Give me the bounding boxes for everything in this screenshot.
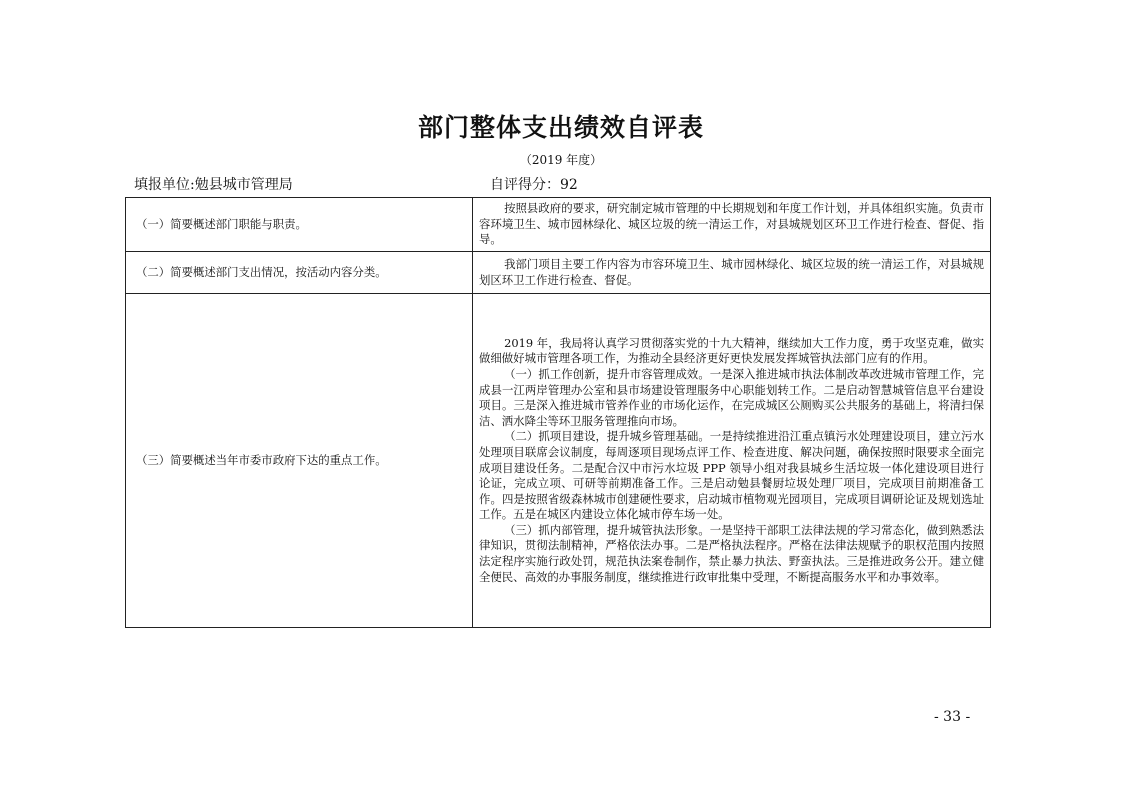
fiscal-year: （2019 年度）	[519, 153, 603, 167]
row-label: （一）简要概述部门职能与职责。	[126, 198, 473, 252]
table-row	[126, 252, 991, 294]
reporting-unit: 填报单位:勉县城市管理局	[134, 177, 293, 193]
evaluation-table	[125, 197, 991, 628]
page-number: - 33 -	[934, 709, 971, 725]
self-score: 自评得分：92	[490, 177, 578, 193]
table-row	[126, 198, 991, 252]
row-content	[473, 252, 991, 294]
table-row	[126, 294, 991, 628]
row-label: （三）简要概述当年市委市政府下达的重点工作。	[126, 294, 473, 628]
row-label: （二）简要概述部门支出情况，按活动内容分类。	[126, 252, 473, 294]
page-title: 部门整体支出绩效自评表	[417, 113, 704, 142]
content-paragraph: 按照县政府的要求，研究制定城市管理的中长期规划和年度工作计划，并具体组织实施。负责市容环境卫生、城市园林绿化、城区垃圾的统一清运工作，对县城规划区环卫工作进行检查、督促、指导。	[479, 201, 984, 247]
row-content	[473, 198, 991, 252]
content-paragraph: 2019 年，我局将认真学习贯彻落实党的十九大精神，继续加大工作力度，勇于攻坚克难，做实做细做好城市管理各项工作，为推动全县经济更好更快发展发挥城管执法部门应有的作用。	[479, 335, 984, 366]
content-paragraph: （三）抓内部管理，提升城管执法形象。一是坚持干部职工法律法规的学习常态化，做到熟悉法律知识，贯彻法制精神，严格依法办事。二是严格执法程序。严格在法律法规赋予的职权范围内按照法定程序实施行政处罚，规范执法案卷制作，禁止暴力执法、野蛮执法。三是推进政务公开。建立健全便民、高效的办事服务制度，继续推进行政审批集中受理，不断提高服务水平和办事效率。	[479, 522, 984, 584]
content-paragraph: （一）抓工作创新，提升市容管理成效。一是深入推进城市执法体制改革改进城市管理工作，完成县一江两岸管理办公室和县市场建设管理服务中心职能划转工作。二是启动智慧城管信息平台建设项目。三是深入推进城市管养作业的市场化运作，在完成城区公厕购买公共服务的基础上，将清扫保洁、洒水降尘等环卫服务管理推向市场。	[479, 366, 984, 428]
content-paragraph: （二）抓项目建设，提升城乡管理基础。一是持续推进沿江重点镇污水处理建设项目，建立污水处理项目联席会议制度，每周逐项目现场点评工作、检查进度、解决问题，确保按照时限要求全面完成项目建设任务。二是配合汉中市污水垃圾 PPP 领导小组对我县城乡生活垃圾一体化建设项目进行论证，完成立项、可研等前期准备工作。三是启动勉县餐厨垃圾处理厂项目，完成项目前期准备工作。四是按照省级森林城市创建硬性要求，启动城市植物观光园项目，完成项目调研论证及规划选址工作。五是在城区内建设立体化城市停车场一处。	[479, 429, 984, 522]
content-paragraph: 我部门项目主要工作内容为市容环境卫生、城市园林绿化、城区垃圾的统一清运工作，对县城规划区环卫工作进行检查、督促。	[479, 256, 984, 287]
row-content	[473, 294, 991, 628]
